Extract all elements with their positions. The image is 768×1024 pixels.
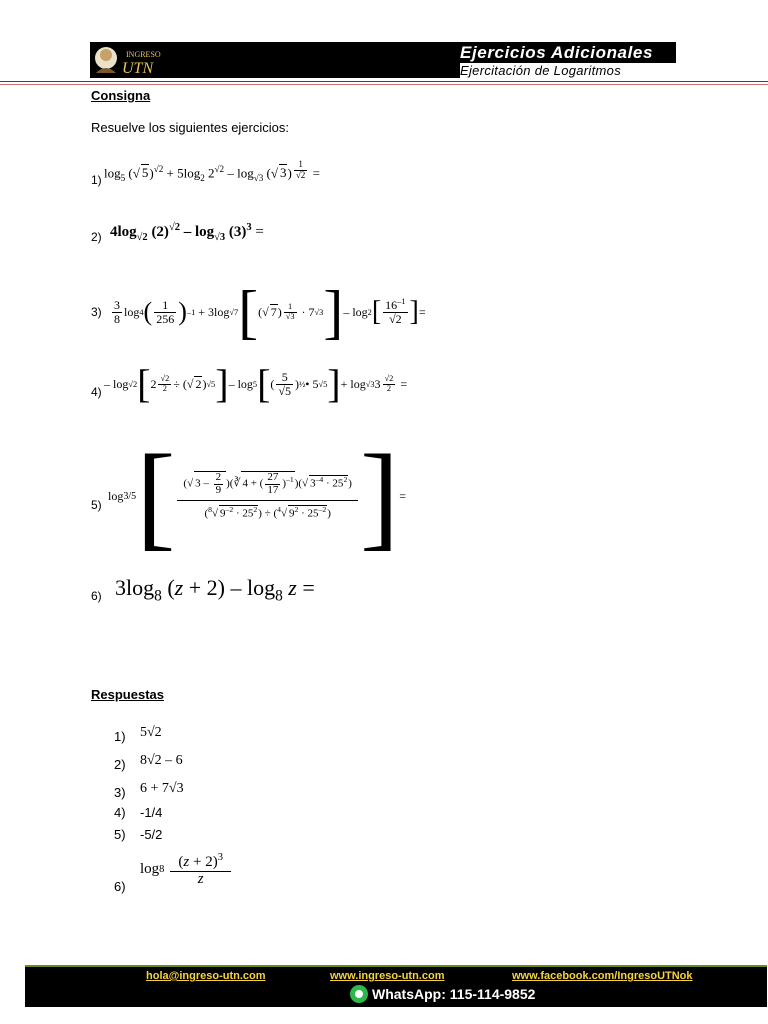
- answer-1-label: 1): [114, 729, 126, 744]
- answer-4-label: 4): [114, 805, 126, 820]
- logo-text-main: UTN: [122, 60, 154, 77]
- header-subtitle: Ejercitación de Logaritmos: [460, 63, 676, 79]
- answer-3-label: 3): [114, 785, 126, 800]
- instruction-text: Resuelve los siguientes ejercicios:: [91, 120, 289, 135]
- logo-text-top: INGRESO: [126, 50, 161, 59]
- exercise-5-label: 5): [91, 498, 102, 512]
- footer-facebook-link[interactable]: www.facebook.com/IngresoUTNok: [512, 970, 693, 982]
- footer-website-link[interactable]: www.ingreso-utn.com: [330, 970, 445, 982]
- exercise-5-formula: log 3/5 [ (√ 3 – $\frac{2}{9}$ )(∛ 4 + ( $\frac{27}{17}$ )$^{-1}$)(√ $3^{-4} \cdot 25^2$) ($^8$√ $9^{-2} \cdot 25^2) \div (^4√$ $9^2 \cdot 25^{-2}$) ] =: [108, 430, 407, 561]
- answer-6-formula: log 8 $\frac{(z + 2)^3}{z}$: [140, 852, 233, 888]
- exercise-1-label: 1): [91, 173, 102, 187]
- consigna-title: Consigna: [91, 88, 151, 103]
- exercise-2-formula: $4\log_{√2}$ $(2)^{√2} - \log_{√3} (3)^3$ =: [110, 222, 264, 243]
- exercise-4-formula: – log √2 [ 2 $\frac{√2}{2}$ ÷ (√ 2 ) √5 ] – log 5 [ ( $\frac{5}{√5}$ ) ½ • 5 √5 ] + log √3 3 $\frac{√2}{2}$ =: [104, 361, 408, 406]
- exercise-2-label: 2): [91, 230, 102, 244]
- ingreso-utn-logo: [92, 43, 186, 77]
- footer-email-link[interactable]: hola@ingreso-utn.com: [146, 970, 266, 982]
- answer-1-value: 5√2: [140, 725, 162, 740]
- answer-2-label: 2): [114, 757, 126, 772]
- answer-5-value: -5/2: [140, 827, 163, 842]
- exercise-6-label: 6): [91, 589, 102, 603]
- answer-5-label: 5): [114, 827, 126, 842]
- answer-3-value: 6 + 7√3: [140, 781, 184, 796]
- whatsapp-text: WhatsApp: 115-114-9852: [372, 986, 536, 1002]
- answer-2-value: 8√2 – 6: [140, 753, 183, 768]
- exercise-6-formula: $3\log_8$ $(z + 2) - \log_8 z$ =: [115, 575, 315, 605]
- answer-4-value: -1/4: [140, 805, 163, 820]
- exercise-3-label: 3): [91, 305, 102, 319]
- footer-whatsapp[interactable]: [350, 985, 535, 1003]
- header-title: Ejercicios Adicionales: [460, 43, 654, 62]
- answer-6-label: 6): [114, 879, 126, 894]
- header-rule-accent: [0, 84, 768, 85]
- exercise-4-label: 4): [91, 385, 102, 399]
- header-rule: [0, 81, 768, 82]
- exercise-3-formula: $\frac{3}{8}$ log 4 ( $\frac{1}{256}$ ) –1 + 3log √7 [ (√ 7 ) $\frac{1}{√3}$ · 7 √3 ] – log 2 [ $\frac{16^{-1}}{√2}$ ] =: [114, 279, 426, 345]
- exercise-1-formula: $\log_5$ (√ $5)^{√2} + 5\log_2$ $2^{√2} - \log_{√3}$ (√ 3) $^{\frac{1}{√2}}$ =: [104, 159, 320, 184]
- respuestas-title: Respuestas: [91, 687, 164, 702]
- whatsapp-icon: [350, 985, 368, 1003]
- footer-bar: [25, 965, 767, 1007]
